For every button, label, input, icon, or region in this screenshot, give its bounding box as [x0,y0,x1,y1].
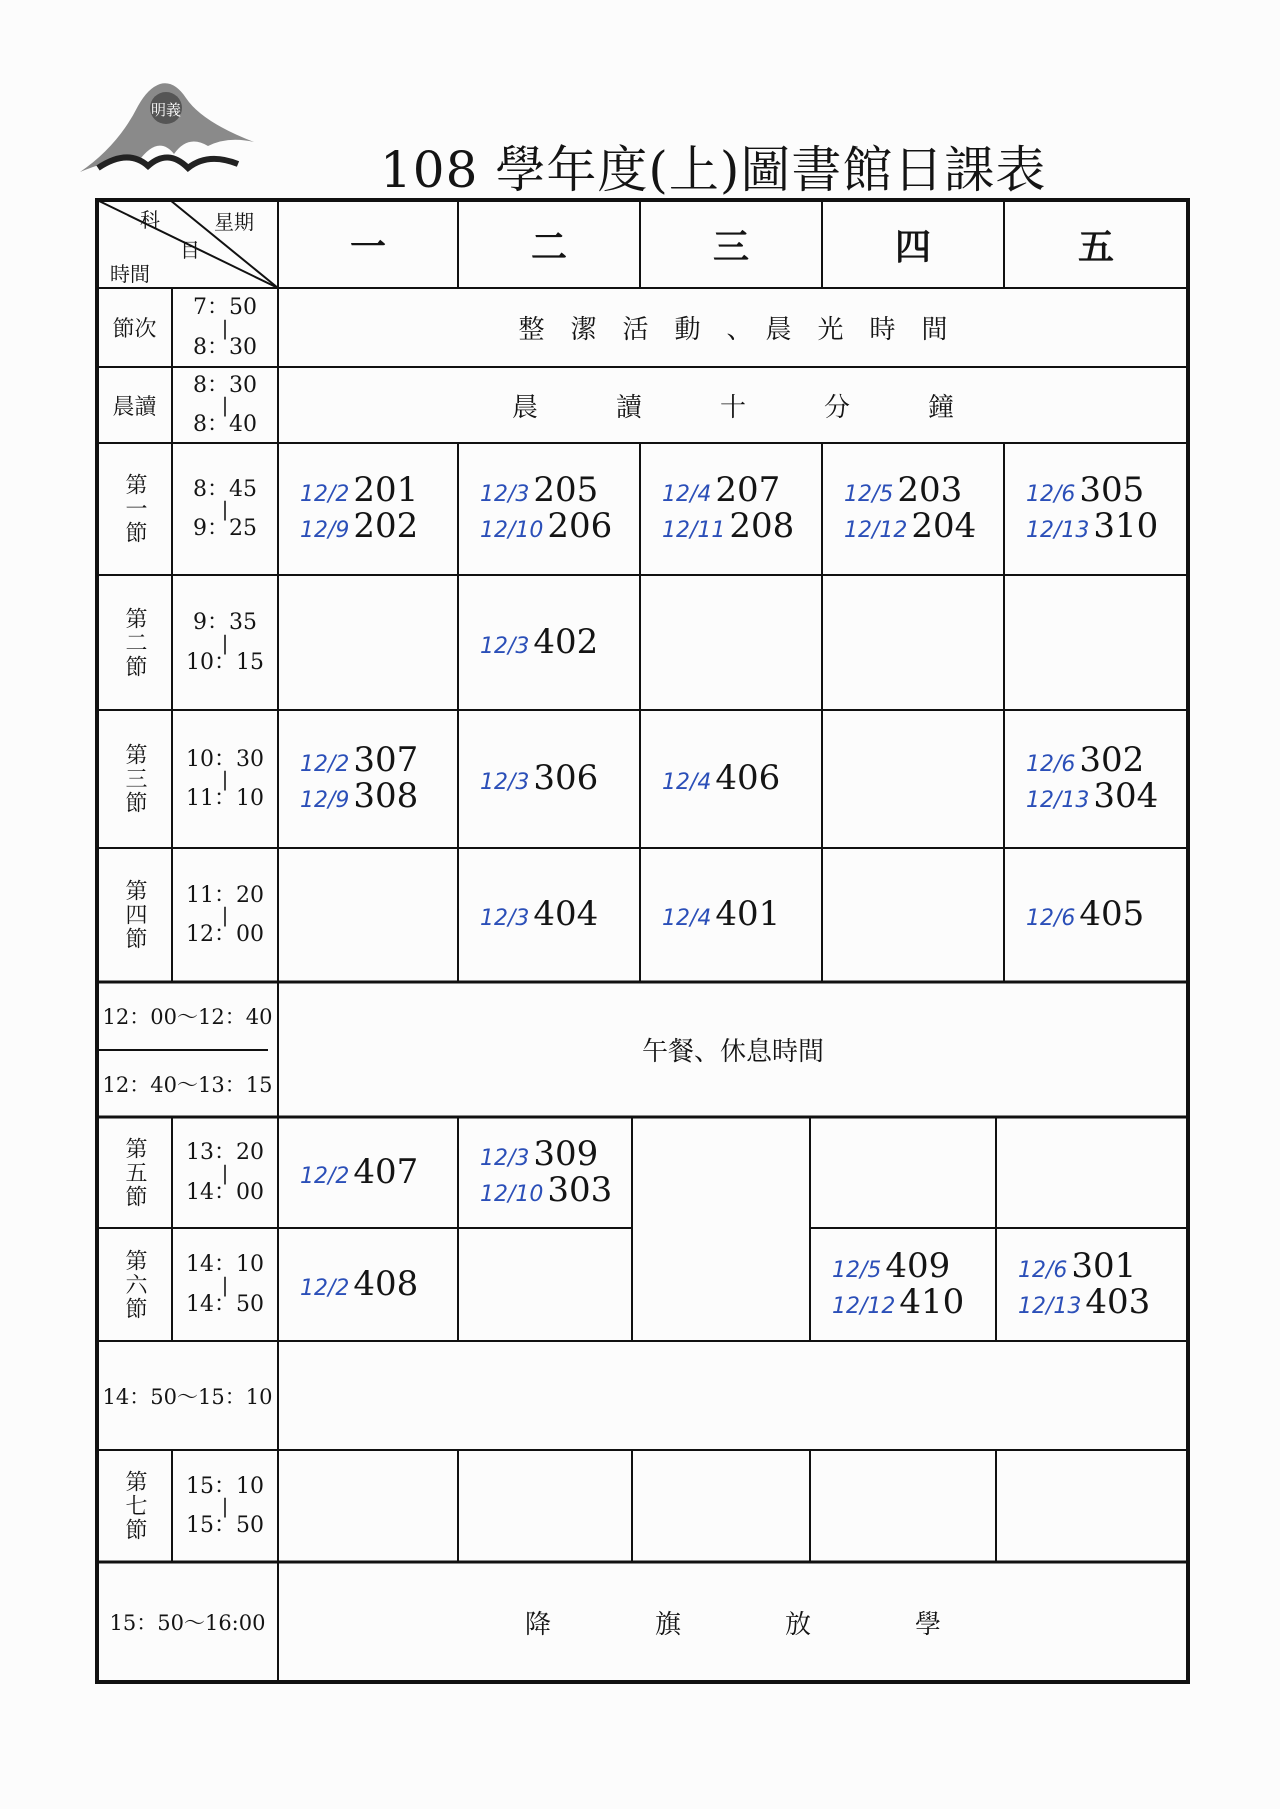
room-number: 308 [353,776,419,816]
room-number: 407 [353,1151,419,1192]
lunch-span: 午餐、休息時間 [641,1037,824,1067]
slot-p4-tue [458,848,640,982]
room-number: 409 [885,1245,951,1286]
handwritten-date: 12/6 [1026,752,1076,778]
room-number: 401 [715,894,781,935]
corner-subject-label-a: 科 [140,208,160,232]
handwritten-date: 12/3 [480,482,530,508]
entry [1026,506,1159,546]
handwritten-date: 12/4 [662,906,712,932]
handwritten-date: 12/13 [1018,1293,1082,1319]
room-number: 303 [547,1169,613,1210]
handwritten-date: 12/6 [1026,906,1076,932]
handwritten-date: 12/10 [480,1181,544,1207]
entry [1018,1245,1137,1286]
time-start: 15：10 [186,1473,264,1499]
slot-p1-thu [822,443,1004,575]
corner-time-label: 時間 [110,262,150,286]
time-end: 10：15 [186,649,264,675]
corner-day-label: 星期 [214,210,254,234]
room-number: 202 [353,506,419,546]
cleanup-span: 整 潔 活 動 、 晨 光 時 間 [518,315,948,345]
row-label-period-3: 第三節 [122,743,147,815]
slot-p5-mon [278,1117,458,1228]
handwritten-date: 12/12 [832,1293,896,1319]
corner-subject-label-b: 目 [180,238,200,262]
time-start: 7：50 [193,295,257,321]
row-label-period-6: 第六節 [122,1248,147,1321]
handwritten-date: 12/13 [1026,518,1090,543]
time-end: 14：50 [186,1291,264,1317]
row-time-period-5: 13：20 | 14：00 [186,1140,264,1205]
handwritten-date: 12/2 [300,482,350,508]
time-start: 13：20 [186,1140,264,1166]
slot-p3-tue [458,710,640,848]
handwritten-date: 12/11 [662,518,726,543]
row-time-period-2: 9：35 | 10：15 [186,610,264,675]
slot-p4-fri [1004,848,1188,982]
entry [662,506,795,546]
entry [662,894,781,935]
time-start: 8：45 [193,476,257,502]
dismissal-span: 降 旗 放 學 [524,1609,941,1640]
time-end: 14：00 [186,1179,264,1205]
row-label-period-4: 第四節 [122,879,147,951]
handwritten-date: 12/5 [832,1257,882,1283]
time-start: 14：10 [186,1252,264,1278]
handwritten-date: 12/9 [300,518,350,543]
day-header-wed: 三 [712,225,749,268]
room-number: 402 [533,621,599,662]
row-label-period-7: 第七節 [122,1470,147,1542]
entry [300,470,419,511]
time-end: 15：50 [186,1513,264,1538]
row-time-period-3: 10：30 | 11：10 [186,746,264,811]
page-title: 108 學年度(上)圖書館日課表 [380,141,1047,199]
entry [300,1263,419,1304]
dismissal-time: 15：50～16:00 [109,1611,266,1635]
slot-p2-tue [458,575,640,710]
entry [832,1245,951,1286]
handwritten-date: 12/3 [480,1145,530,1171]
room-number: 201 [353,470,419,511]
room-number: 304 [1093,776,1159,816]
time-end: 9：25 [193,516,257,541]
entry [1026,740,1145,781]
entry [300,740,419,781]
slot-p6-fri [996,1228,1188,1341]
handwritten-date: 12/12 [844,518,908,543]
room-number: 204 [911,506,977,546]
handwritten-date: 12/6 [1018,1257,1068,1283]
handwritten-date: 12/3 [480,906,530,932]
slot-p3-wed [640,710,822,848]
entry [1026,470,1145,511]
handwritten-date: 12/10 [480,518,544,543]
slot-p5-tue [458,1117,632,1228]
room-number: 302 [1079,740,1145,781]
entry [300,776,419,816]
room-number: 403 [1085,1281,1151,1322]
room-number: 309 [533,1133,599,1174]
day-header-fri: 五 [1077,225,1114,268]
entry [480,758,599,799]
room-number: 310 [1093,506,1159,546]
room-number: 306 [533,758,599,799]
row-time-period-4: 11：20 | 12：00 [186,882,264,947]
room-number: 405 [1079,894,1145,935]
handwritten-date: 12/2 [300,1275,350,1301]
handwritten-date: 12/2 [300,1163,350,1189]
entry [1026,894,1145,935]
break-time: 14：50～15：10 [102,1384,273,1409]
slot-p6-mon [278,1228,458,1341]
logo-text: 明義 [150,101,182,119]
time-end: 11：10 [186,786,264,811]
day-header-thu: 四 [894,225,931,268]
row-time-period-6: 14：10 | 14：50 [186,1252,264,1317]
handwritten-date: 12/13 [1026,788,1090,813]
handwritten-date: 12/3 [480,633,530,659]
time-start: 8：30 [193,372,257,398]
entry [480,506,613,546]
day-header-mon: 一 [349,225,386,268]
time-end: 8：40 [193,412,257,437]
row-time-period-7: 15：10 | 15：50 [186,1473,264,1538]
entry [480,1133,599,1174]
slot-p1-wed [640,443,822,575]
entry [844,470,963,511]
lunch-time-2: 12：40～13：15 [102,1072,273,1097]
entry [300,1151,419,1192]
slot-p1-mon [278,443,458,575]
room-number: 208 [729,506,795,546]
slot-p1-tue [458,443,640,575]
room-number: 408 [353,1263,419,1304]
row-label-period-5: 第五節 [122,1136,147,1209]
entry [480,470,599,511]
room-number: 305 [1079,470,1145,511]
entry [832,1281,965,1322]
time-end: 12：00 [186,922,264,947]
time-start: 9：35 [193,610,257,636]
slot-p4-wed [640,848,822,982]
row-label-reading: 晨讀 [112,394,157,420]
room-number: 301 [1071,1245,1137,1286]
handwritten-date: 12/9 [300,788,350,813]
reading-span: 晨 讀 十 分 鐘 [511,392,954,423]
row-label-cleanup: 節次 [112,317,157,342]
room-number: 206 [547,506,613,546]
entry [480,621,599,662]
time-start: 10：30 [186,746,264,772]
room-number: 205 [533,470,599,511]
entry [480,1169,613,1210]
handwritten-date: 12/2 [300,752,350,778]
row-label-period-2: 第二節 [122,606,147,679]
entry [844,506,977,546]
row-time-period-1: 8：45 | 9：25 [193,476,257,541]
handwritten-date: 12/4 [662,770,712,796]
entry [1026,776,1159,816]
handwritten-date: 12/6 [1026,482,1076,508]
row-time-reading: 8：30 | 8：40 [193,372,257,437]
row-time-cleanup: 7：50 | 8：30 [193,295,257,360]
handwritten-date: 12/5 [844,482,894,508]
handwritten-date: 12/4 [662,482,712,508]
room-number: 307 [353,740,419,781]
entry [480,894,599,935]
lunch-time-1: 12：00～12：40 [102,1005,273,1029]
room-number: 203 [897,470,963,511]
handwritten-date: 12/3 [480,770,530,796]
day-header-tue: 二 [530,225,567,268]
slot-p6-thu [810,1228,996,1341]
room-number: 406 [715,758,781,799]
entry [662,758,781,799]
row-label-period-1: 第一節 [122,473,147,545]
entry [1018,1281,1151,1322]
time-start: 11：20 [186,882,264,908]
slot-p3-fri [1004,710,1188,848]
room-number: 207 [715,470,781,511]
entry [662,470,781,511]
time-end: 8：30 [193,334,257,360]
room-number: 404 [533,894,599,935]
room-number: 410 [899,1281,965,1322]
entry [300,506,419,546]
slot-p3-mon [278,710,458,848]
slot-p1-fri [1004,443,1188,575]
